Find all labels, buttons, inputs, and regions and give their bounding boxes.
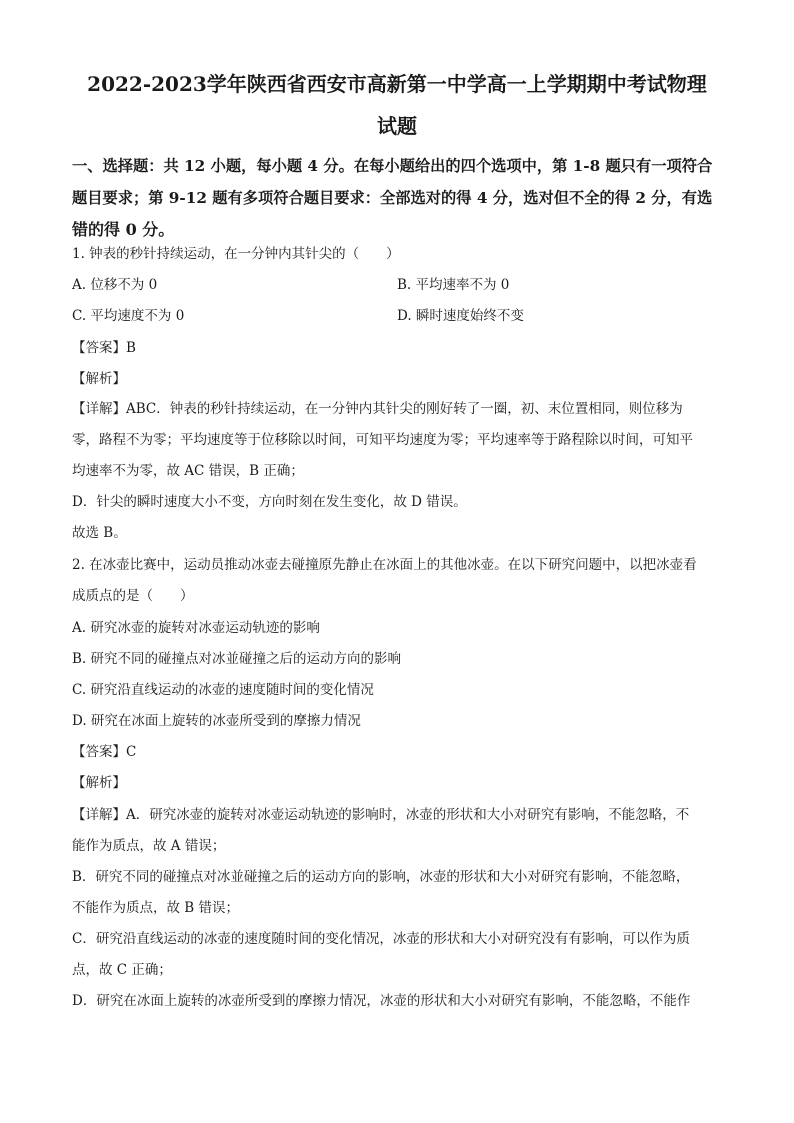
document-title-line2: 试题 [377,114,417,138]
q1-detail-line2: 零，路程不为零；平均速度等于位移除以时间，可知平均速度为零；平均速率等于路程除以时间，可知平 [72,432,693,448]
q2-option-d: D. 研究在冰面上旋转的冰壶所受到的摩擦力情况 [72,713,361,729]
section-header-line3: 错的得 0 分。 [72,220,175,239]
q2-answer: 【答案】C [72,744,137,760]
q1-option-d: D. 瞬时速度始终不变 [397,308,524,324]
document-title-line1: 2022-2023学年陕西省西安市高新第一中学高一上学期期中考试物理 [87,72,707,96]
q2-option-c: C. 研究沿直线运动的冰壶的速度随时间的变化情况 [72,682,374,698]
section-header [72,150,722,246]
section-header-line2: 题目要求；第 9-12 题有多项符合题目要求：全部选对的得 4 分，选对但不全的得 2 分，有选 [72,189,713,207]
q2-detail-line1: 【详解】A．研究冰壶的旋转对冰壶运动轨迹的影响时，冰壶的形状和大小对研究有影响，不能忽略，不 [72,807,690,823]
q2-stem-line2: 成质点的是（ ） [72,588,194,604]
q1-option-b: B. 平均速率不为 0 [397,277,510,293]
q1-detail-line1: 【详解】ABC．钟表的秒针持续运动，在一分钟内其针尖的刚好转了一圈，初、末位置相同，则位移为 [72,401,683,417]
q2-detail-line3: B．研究不同的碰撞点对冰並碰撞之后的运动方向的影响，冰壶的形状和大小对研究有影响，不能忽略， [72,869,690,885]
q1-analysis-label: 【解析】 [72,371,126,387]
q1-option-c: C. 平均速度不为 0 [72,308,185,324]
q2-detail-line4: 不能作为质点，故 B 错误； [72,900,240,916]
q2-detail-line2: 能作为质点，故 A 错误； [72,838,226,854]
q1-option-a: A. 位移不为 0 [72,277,158,293]
q2-option-b: B. 研究不同的碰撞点对冰並碰撞之后的运动方向的影响 [72,651,402,667]
section-header-line1: 一、选择题：共 12 小题，每小题 4 分。在每小题给出的四个选项中，第 1-8 题只有一项符合 [72,157,713,175]
q2-stem-line1: 2. 在冰壶比赛中，运动员推动冰壶去碰撞原先静止在冰面上的其他冰壶。在以下研究问题中，以把冰壶看 [72,557,697,573]
q1-stem: 1. 钟表的秒针持续运动，在一分钟内其针尖的（ ） [72,246,400,262]
q2-detail-line7: D．研究在冰面上旋转的冰壶所受到的摩擦力情况，冰壶的形状和大小对研究有影响，不能忽略，不能作 [72,993,691,1009]
q2-detail-line5: C．研究沿直线运动的冰壶的速度随时间的变化情况，冰壶的形状和大小对研究没有有影响，可以作为质 [72,931,690,947]
q1-answer: 【答案】B [72,340,136,356]
q2-option-a: A. 研究冰壶的旋转对冰壶运动轨迹的影响 [72,620,320,636]
q1-detail-line4: D．针尖的瞬时速度大小不变，方向时刻在发生变化，故 D 错误。 [72,494,467,510]
q2-analysis-label: 【解析】 [72,775,126,791]
q1-detail-line3: 均速率不为零，故 AC 错误，B 正确； [72,463,304,479]
q1-conclusion: 故选 B。 [72,525,127,541]
q2-detail-line6: 点，故 C 正确； [72,962,172,978]
